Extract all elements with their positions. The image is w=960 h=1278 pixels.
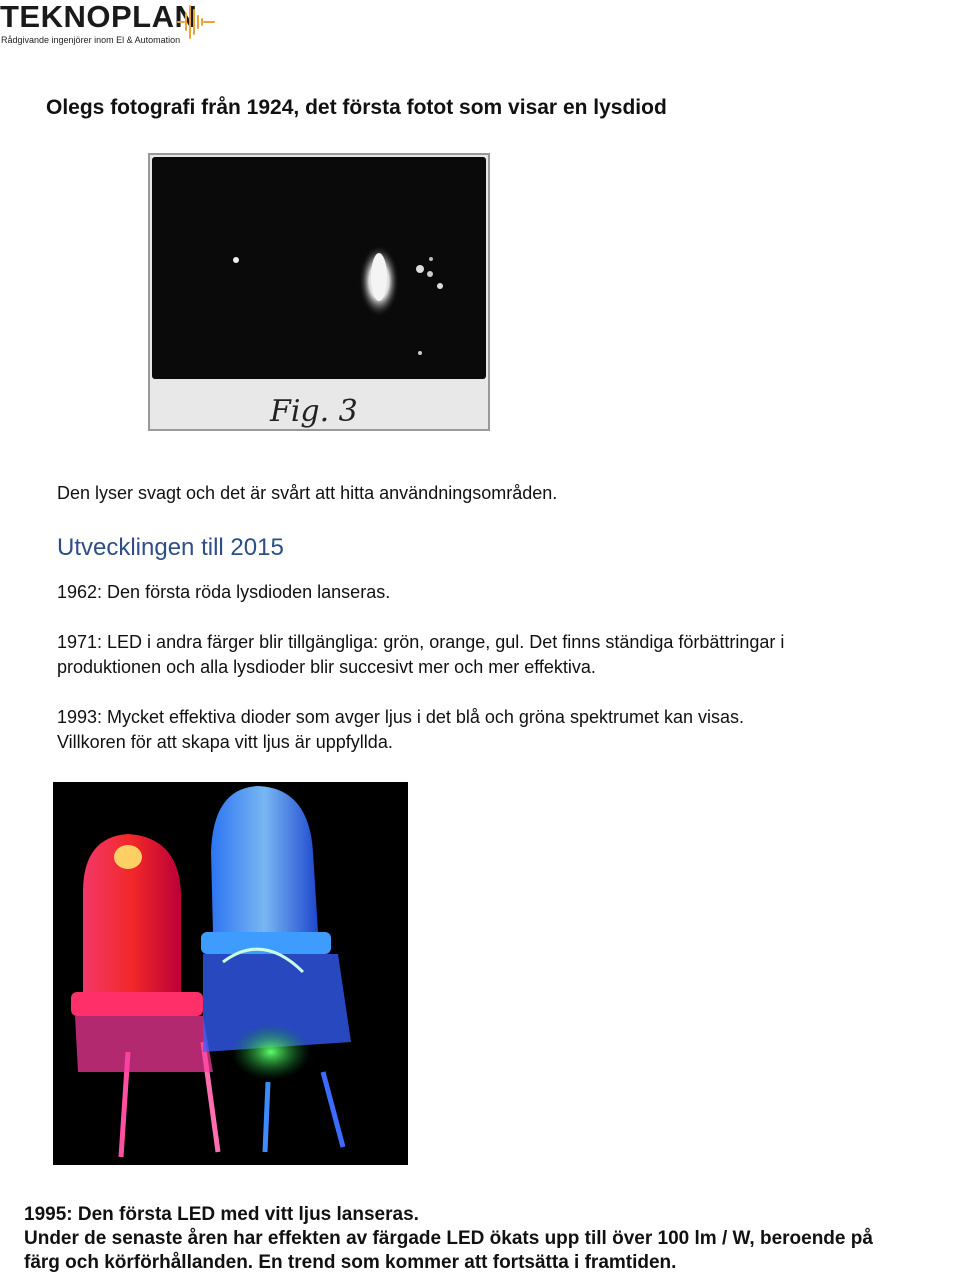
photo-caption: Olegs fotografi från 1924, det första fotot som visar en lysdiod xyxy=(46,96,667,119)
red-blue-led-photo xyxy=(53,782,408,1165)
section-heading: Utvecklingen till 2015 xyxy=(57,534,284,561)
timeline-1971-line1: 1971: LED i andra färger blir tillgängliga: grön, orange, gul. Det finns ständiga förbättringar i xyxy=(57,632,785,652)
timeline-1993-line2: Villkoren för att skapa vitt ljus är uppfyllda. xyxy=(57,732,393,752)
logo-wordmark: TEKNOPLAN xyxy=(0,0,198,34)
footer-line-2: Under de senaste åren har effekten av färgade LED ökats upp till över 100 lm / W, beroende på xyxy=(24,1228,873,1249)
company-logo xyxy=(0,0,220,48)
logo-tagline: Rådgivande ingenjörer inom El & Automation xyxy=(1,35,181,45)
intro-text: Den lyser svagt och det är svårt att hitta användningsområden. xyxy=(57,483,558,503)
signal-wave-icon xyxy=(176,0,216,44)
footer-line-1995: 1995: Den första LED med vitt ljus lanseras. xyxy=(24,1204,419,1225)
timeline-1962: 1962: Den första röda lysdioden lanseras. xyxy=(57,582,391,602)
footer-line-3: färg och körförhållanden. En trend som kommer att fortsätta i framtiden. xyxy=(24,1252,677,1273)
timeline-1971-line2: produktionen och alla lysdioder blir succesivt mer och mer effektiva. xyxy=(57,657,596,677)
fig-label: Fig. 3 xyxy=(270,394,358,429)
timeline-1993-line1: 1993: Mycket effektiva dioder som avger ljus i det blå och gröna spektrumet kan visas. xyxy=(57,707,745,727)
oleg-1924-led-photo xyxy=(148,153,490,431)
